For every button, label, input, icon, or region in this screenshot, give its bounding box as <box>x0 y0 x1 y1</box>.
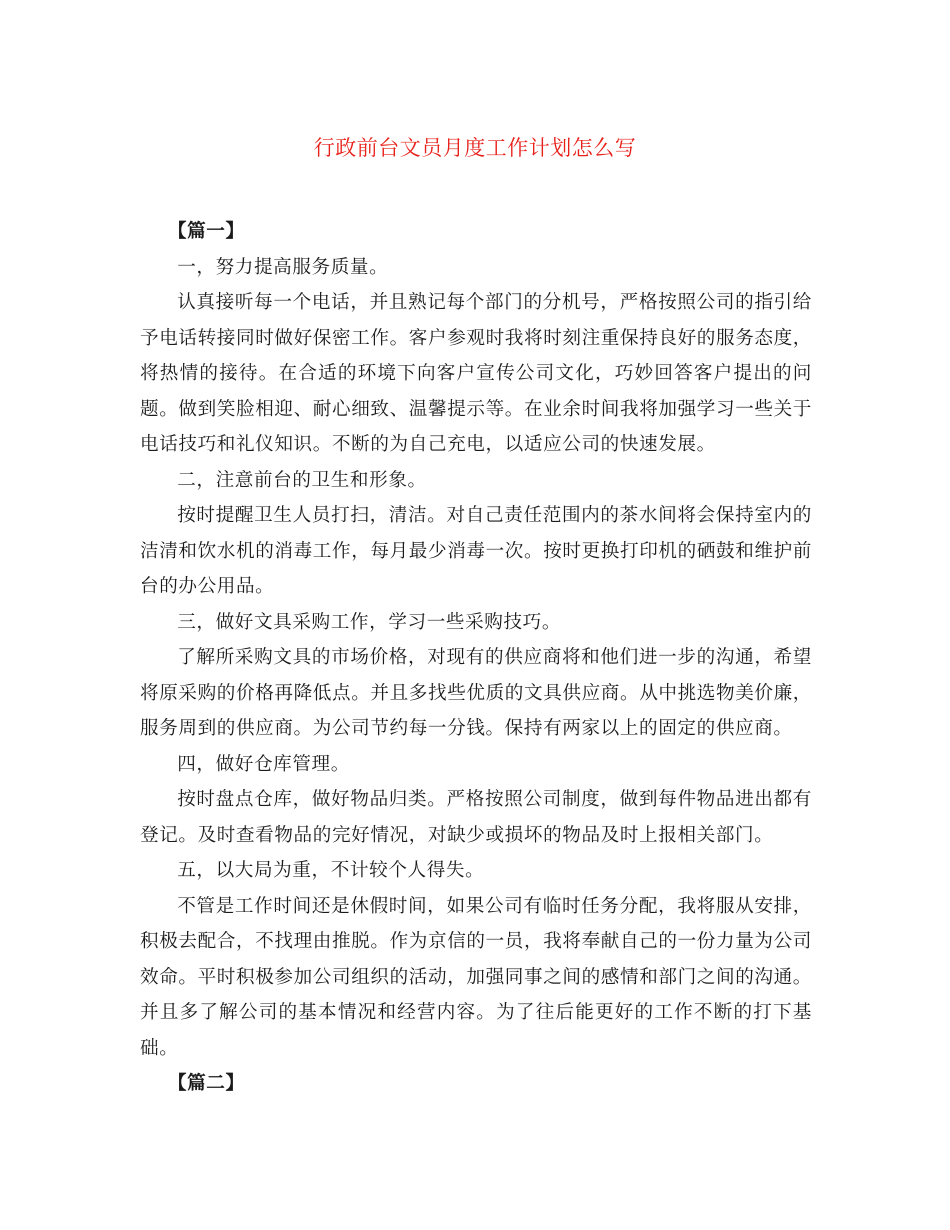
body-paragraph-4: 按时盘点仓库，做好物品归类。严格按照公司制度，做到每件物品进出都有登记。及时查看物品的完好情况，对缺少或损坏的物品及时上报相关部门。 <box>140 789 812 846</box>
document-body <box>140 214 812 1102</box>
body-paragraph-2: 按时提醒卫生人员打扫，清洁。对自己责任范围内的茶水间将会保持室内的洁清和饮水机的消毒工作，每月最少消毒一次。按时更换打印机的硒鼓和维护前台的办公用品。 <box>140 505 812 597</box>
body-paragraph-1: 认真接听每一个电话，并且熟记每个部门的分机号，严格按照公司的指引给予电话转接同时做好保密工作。客户参观时我将时刻注重保持良好的服务态度，将热情的接待。在合适的环境下向客户宣传公司文化，巧妙回答客户提出的问题。做到笑脸相迎、耐心细致、温馨提示等。在业余时间我将加强学习一些关于电话技巧和礼仪知识。不断的为自己充电，以适应公司的快速发展。 <box>140 292 812 455</box>
document-title: 行政前台文员月度工作计划怎么写 <box>313 136 637 160</box>
item-heading-1: 一，努力提高服务质量。 <box>177 256 389 278</box>
item-heading-3: 三，做好文具采购工作，学习一些采购技巧。 <box>177 611 562 633</box>
item-heading-2: 二，注意前台的卫生和形象。 <box>177 469 427 491</box>
section-heading-2: 【篇二】 <box>167 1073 245 1094</box>
body-paragraph-3: 了解所采购文具的市场价格，对现有的供应商将和他们进一步的沟通，希望将原采购的价格再降低点。并且多找些优质的文具供应商。从中挑选物美价廉，服务周到的供应商。为公司节约每一分钱。保持有两家以上的固定的供应商。 <box>140 647 812 739</box>
item-heading-4: 四，做好仓库管理。 <box>177 753 350 775</box>
section-heading-1: 【篇一】 <box>167 221 245 242</box>
item-heading-5: 五，以大局为重，不计较个人得失。 <box>177 860 485 881</box>
body-paragraph-5: 不管是工作时间还是休假时间，如果公司有临时任务分配，我将服从安排，积极去配合，不找理由推脱。作为京信的一员，我将奉献自己的一份力量为公司效命。平时积极参加公司组织的活动，加强同事之间的感情和部门之间的沟通。并且多了解公司的基本情况和经营内容。为了往后能更好的工作不断的打下基础。 <box>140 895 812 1059</box>
